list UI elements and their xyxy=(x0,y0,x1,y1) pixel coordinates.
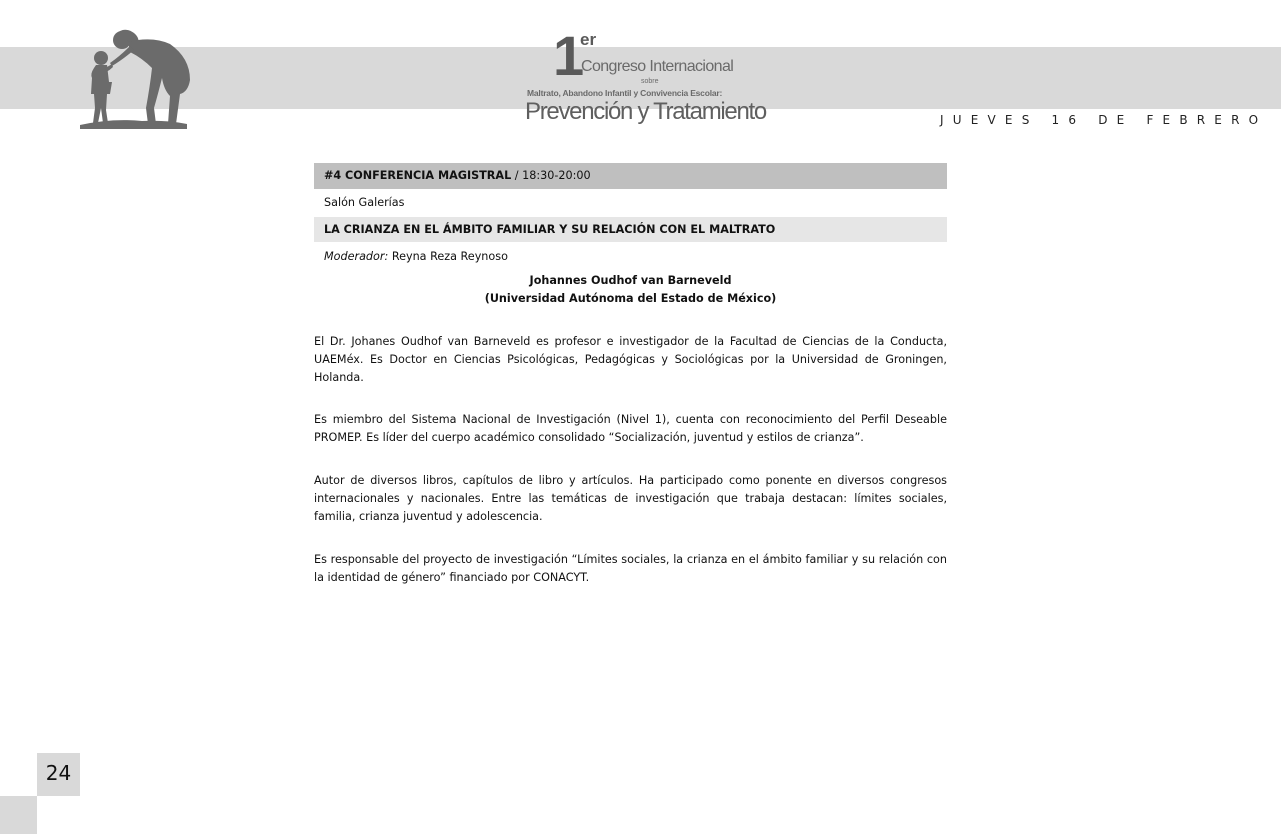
speaker-name: Johannes Oudhof van Barneveld xyxy=(529,274,732,287)
congress-number: 1 xyxy=(553,24,585,87)
congress-superscript: er xyxy=(580,30,597,49)
congress-theme: Prevención y Tratamiento xyxy=(525,98,766,125)
moderator-name: Reyna Reza Reynoso xyxy=(388,250,508,263)
bio-paragraph: Autor de diversos libros, capítulos de libro y artículos. Ha participado como ponente en diversos congresos internacionales y nacionales. Entre las temáticas de investigación que trabaja destacan: límites sociales, familia, crianza juventud y adolescencia. xyxy=(314,474,947,523)
date-label: JUEVES 16 DE FEBRERO xyxy=(940,113,1268,127)
bio-paragraph: El Dr. Johanes Oudhof van Barneveld es profesor e investigador de la Facultad de Ciencias de la Conducta, UAEMéx. Es Doctor en Ciencias Psicológicas, Pedagógicas y Sociológicas por la Universidad de Groningen, Holanda. xyxy=(314,335,947,384)
conference-header-bar xyxy=(314,163,947,189)
conference-number: #4 CONFERENCIA MAGISTRAL xyxy=(324,169,512,182)
room-label: Salón Galerías xyxy=(324,196,405,209)
corner-decoration xyxy=(0,796,37,834)
bio-paragraph: Es miembro del Sistema Nacional de Investigación (Nivel 1), cuenta con reconocimiento del Perfil Deseable PROMEP. Es líder del cuerpo académico consolidado “Socialización, juventud y estilos de crianza”. xyxy=(314,413,947,444)
mother-child-silhouette-icon xyxy=(72,28,202,133)
bio-paragraph: Es responsable del proyecto de investigación “Límites sociales, la crianza en el ámbito familiar y su relación con la identidad de género” financiado por CONACYT. xyxy=(314,553,947,584)
conference-time: / 18:30-20:00 xyxy=(511,169,591,182)
congress-logo xyxy=(525,24,766,128)
congress-name: Congreso Internacional xyxy=(581,58,734,75)
page-number: 24 xyxy=(37,753,80,796)
speaker-affiliation: (Universidad Autónoma del Estado de México) xyxy=(484,292,777,305)
congress-topic: Maltrato, Abandono Infantil y Convivencia Escolar: xyxy=(527,88,723,98)
moderator-label: Moderador: xyxy=(324,250,389,263)
congress-sobre: sobre xyxy=(641,78,659,85)
session-title: LA CRIANZA EN EL ÁMBITO FAMILIAR Y SU RELACIÓN CON EL MALTRATO xyxy=(314,217,947,242)
session-content xyxy=(314,163,947,587)
moderator-row xyxy=(314,242,947,272)
